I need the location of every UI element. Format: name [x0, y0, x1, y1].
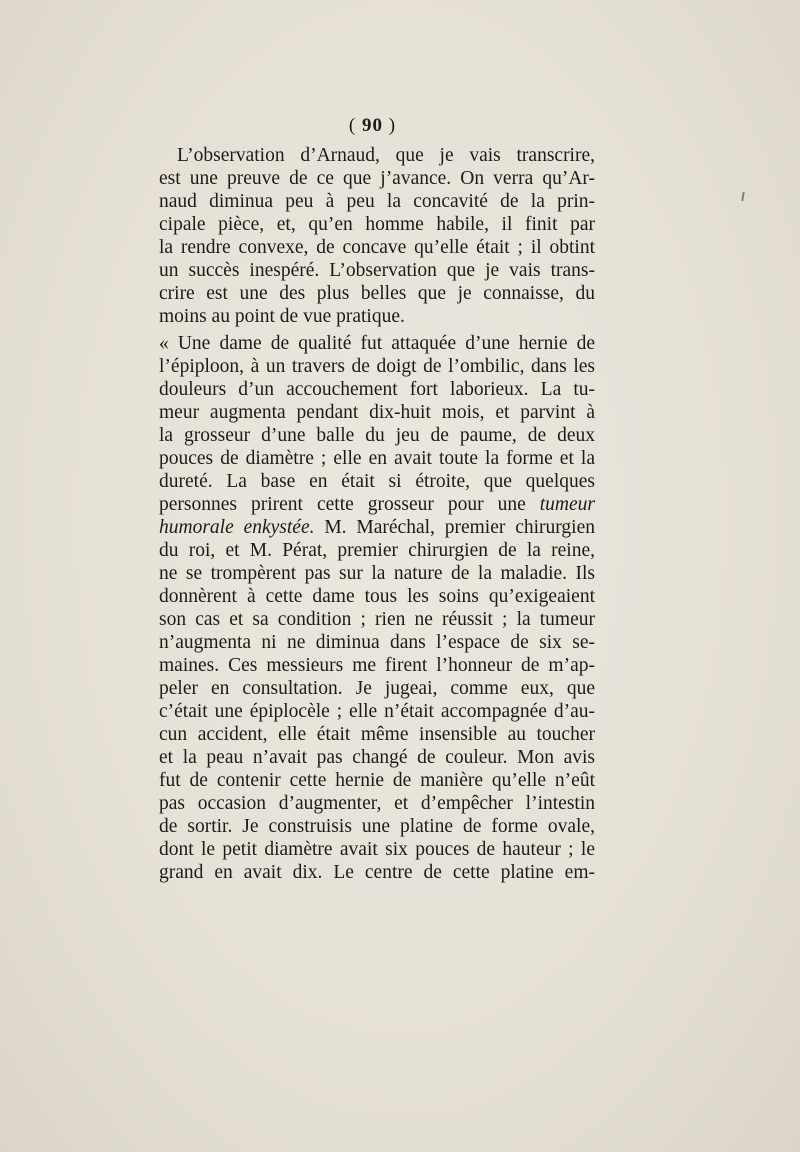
text-line: dureté. La base en était si étroite, que quelques — [159, 471, 595, 492]
text-line: naud diminua peu à peu la concavité de la prin- — [159, 191, 595, 212]
text-line: du roi, et M. Pérat, premier chirurgien de la reine, — [159, 540, 595, 561]
italic-term: humorale enkystée. — [159, 517, 315, 538]
page-number — [0, 115, 745, 137]
text-line: dont le petit diamètre avait six pouces de hauteur ; le — [159, 839, 595, 860]
text-line: son cas et sa condition ; rien ne réussit ; la tumeur — [159, 609, 595, 630]
page-number-value: 90 — [362, 115, 383, 136]
text-line: pas occasion d’augmenter, et d’empêcher l’intestin — [159, 793, 595, 814]
text-line: douleurs d’un accouchement fort laborieux. La tu- — [159, 379, 595, 400]
text-line-mixed — [159, 493, 595, 516]
text-line: fut de contenir cette hernie de manière qu’elle n’eût — [159, 770, 595, 791]
text-line: et la peau n’avait pas changé de couleur. Mon avis — [159, 747, 595, 768]
text-line: donnèrent à cette dame tous les soins qu’exigeaient — [159, 586, 595, 607]
text-line: maines. Ces messieurs me firent l’honneur de m’ap- — [159, 655, 595, 676]
text-line: c’était une épiplocèle ; elle n’était accompagnée d’au- — [159, 701, 595, 722]
text-line: cipale pièce, et, qu’en homme habile, il finit par — [159, 214, 595, 235]
text-line: L’observation d’Arnaud, que je vais transcrire, — [177, 145, 595, 166]
text-line: peler en consultation. Je jugeai, comme eux, que — [159, 678, 595, 699]
margin-mark — [741, 192, 745, 201]
text-line: « Une dame de qualité fut attaquée d’une hernie de — [159, 333, 595, 354]
text-line-mixed — [159, 516, 595, 539]
italic-term: tumeur — [539, 494, 596, 515]
text-line: moins au point de vue pratique. — [159, 306, 405, 327]
page-number-open: ( — [348, 115, 357, 136]
page-number-close: ) — [388, 115, 397, 136]
text-line: la rendre convexe, de concave qu’elle était ; il obtint — [159, 237, 595, 258]
text-line: l’épiploon, à un travers de doigt de l’ombilic, dans les — [159, 356, 595, 377]
text-line: n’augmenta ni ne diminua dans l’espace de six se- — [159, 632, 595, 653]
text-line: pouces de diamètre ; elle en avait toute la forme et la — [159, 448, 595, 469]
text-line: de sortir. Je construisis une platine de forme ovale, — [159, 816, 595, 837]
text-line: est une preuve de ce que j’avance. On verra qu’Ar- — [159, 168, 595, 189]
text-line: cun accident, elle était même insensible au toucher — [159, 724, 595, 745]
text-line: un succès inespéré. L’observation que je vais trans- — [159, 260, 595, 281]
text-line: grand en avait dix. Le centre de cette platine em- — [159, 862, 595, 883]
text-line: crire est une des plus belles que je connaisse, du — [159, 283, 595, 304]
text-line: ne se trompèrent pas sur la nature de la maladie. Ils — [159, 563, 595, 584]
text-line: meur augmenta pendant dix-huit mois, et parvint à — [159, 402, 595, 423]
text-line: la grosseur d’une balle du jeu de paume, de deux — [159, 425, 595, 446]
text-line-rest: M. Maréchal, premier chirurgien — [314, 517, 595, 538]
text-line-start: personnes prirent cette grosseur pour une — [159, 494, 526, 515]
body-text — [159, 144, 595, 884]
